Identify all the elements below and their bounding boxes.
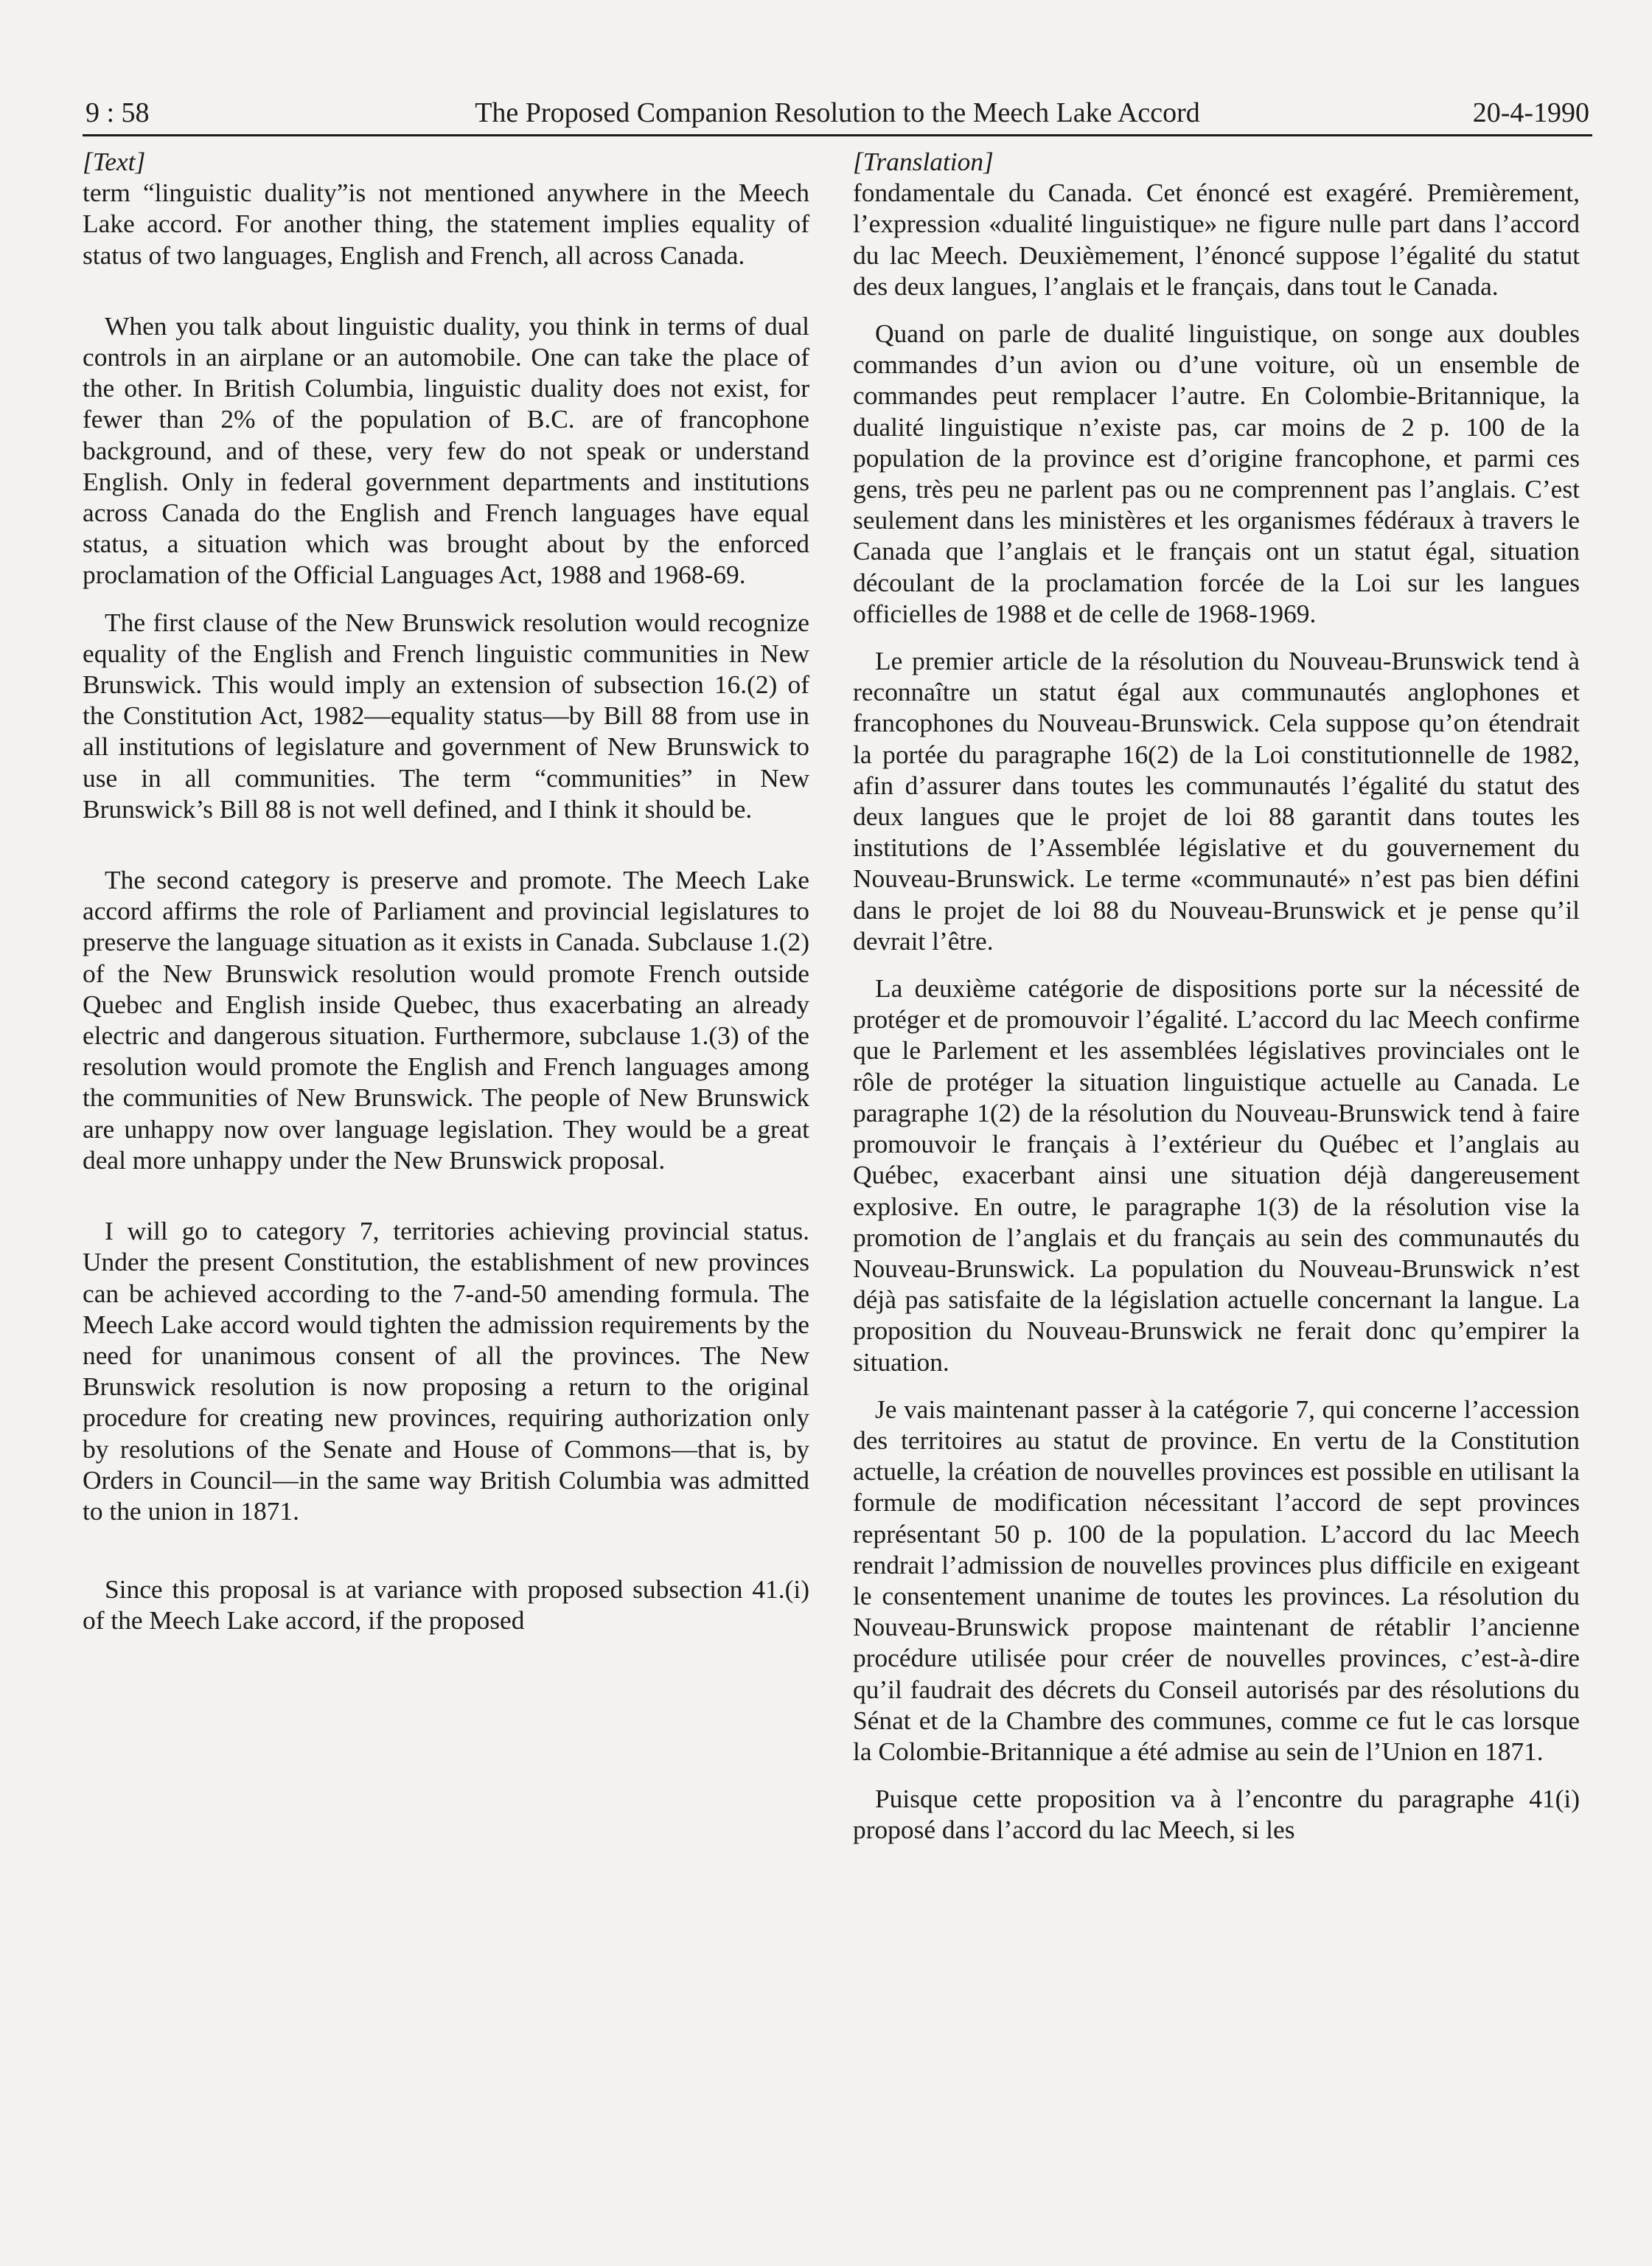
page-date: 20-4-1990 [1472,97,1589,128]
paragraph: The second category is preserve and promote. The Meech Lake accord affirms the role of Parliament and provincial legislatures to preserve the language situation as it exists in Canada. Subclause 1.(2) of the New Brunswick resolution would promote French outside Quebec and English inside Quebec, thus exacerbating an already electric and dangerous situation. Furthermore, subclause 1.(3) of the resolution would promote the English and French languages among the communities of New Brunswick. The people of New Brunswick are unhappy now over language legislation. They would be a great deal more unhappy under the New Brunswick proposal. [83,865,809,1175]
column-label: [Translation] [853,147,994,176]
paragraph: Quand on parle de dualité linguistique, on songe aux doubles commandes d’un avion ou d’une voiture, où un ensemble de commandes peut remplacer l’autre. En Colombie-Britannique, la dualité linguistique n’existe pas, car moins de 2 p. 100 de la population de la province est d’origine francophone, et parmi ces gens, très peu ne parlent pas ou ne comprennent pas l’anglais. C’est seulement dans les ministères et les organismes fédéraux à travers le Canada que l’anglais et le français ont un statut égal, situation découlant de la proclamation forcée de la Loi sur les langues officielles de 1988 et de celle de 1968-1969. [853,319,1580,628]
paragraph: Le premier article de la résolution du Nouveau-Brunswick tend à reconnaître un statut égal aux communautés anglophones et francophones du Nouveau-Brunswick. Cela suppose qu’on étendrait la portée du paragraphe 16(2) de la Loi constitutionnelle de 1982, afin d’assurer dans toutes les communautés l’égalité du statut des deux langues que le projet de loi 88 garantit dans toutes les institutions de l’Assemblée législative et du gouvernement du Nouveau-Brunswick. Le terme «communauté» n’est pas bien défini dans le projet de loi 88 du Nouveau-Brunswick et je pense qu’il devrait l’être. [853,646,1580,956]
paragraph: I will go to category 7, territories achieving provincial status. Under the present Constitution, the establishment of new provinces can be achieved according to the 7-and-50 amending formula. The Meech Lake accord would tighten the admission requirements by the need for unanimous consent of all the provinces. The New Brunswick resolution is now proposing a return to the original procedure for creating new provinces, requiring authorization only by resolutions of the Senate and House of Commons—that is, by Orders in Council—in the same way British Columbia was admitted to the union in 1871. [83,1216,809,1526]
paragraph: La deuxième catégorie de dispositions porte sur la nécessité de protéger et de promouvoir l’égalité. L’accord du lac Meech confirme que le Parlement et les assemblées législatives provinciales ont le rôle de protéger la situation linguistique actuelle au Canada. Le paragraphe 1(2) de la résolution du Nouveau-Brunswick tend à faire promouvoir le français à l’extérieur du Québec et l’anglais au Québec, exacerbant ainsi une situation déjà dangereusement explosive. En outre, le paragraphe 1(3) de la résolution vise la promotion de l’anglais et du français au sein des communautés du Nouveau-Brunswick. La population du Nouveau-Brunswick n’est déjà pas satisfaite de la législation actuelle concernant la langue. La proposition du Nouveau-Brunswick ne ferait donc qu’empirer la situation. [853,973,1580,1377]
paragraph: Since this proposal is at variance with proposed subsection 41.(i) of the Meech Lake accord, if the proposed [83,1574,809,1636]
column-label: [Text] [83,147,146,176]
paragraph: When you talk about linguistic duality, you think in terms of dual controls in an airplane or an automobile. One can take the place of the other. In British Columbia, linguistic duality does not exist, for fewer than 2% of the population of B.C. are of francophone background, and of these, very few do not speak or understand English. Only in federal government departments and institutions across Canada do the English and French languages have equal status, a situation which was brought about by the enforced proclamation of the Official Languages Act, 1988 and 1968-69. [83,310,809,590]
paragraph: Je vais maintenant passer à la catégorie 7, qui concerne l’accession des territoires au statut de province. En vertu de la Constitution actuelle, la création de nouvelles provinces est possible en utilisant la formule de modification nécessitant l’accord de sept provinces représentant 50 p. 100 de la population. L’accord du lac Meech rendrait l’admission de nouvelles provinces plus difficile en exigeant le consentement unanime de toutes les provinces. La résolution du Nouveau-Brunswick propose maintenant de rétablir l’ancienne procédure utilisée pour créer de nouvelles provinces, c’est-à-dire qu’il faudrait des décrets du Conseil autorisés par des résolutions du Sénat et de la Chambre des communes, comme ce fut le cas lorsque la Colombie-Britannique a été admise au sein de l’Union en 1871. [853,1394,1580,1766]
text-column-french [853,146,1580,1846]
paragraph: Puisque cette proposition va à l’encontre du paragraphe 41(i) proposé dans l’accord du lac Meech, si les [853,1784,1580,1845]
paragraph: term “linguistic duality”is not mentioned anywhere in the Meech Lake accord. For another thing, the statement implies equality of status of two languages, English and French, all across Canada. [83,178,809,270]
page-title: The Proposed Companion Resolution to the Meech Lake Accord [475,97,1200,128]
paragraph: fondamentale du Canada. Cet énoncé est exagéré. Premièrement, l’expression «dualité linguistique» ne figure nulle part dans l’accord du lac Meech. Deuxièmement, l’énoncé suppose l’égalité du statut des deux langues, l’anglais et le français, dans tout le Canada. [853,178,1580,301]
text-column-english [83,146,809,1636]
page-header [83,93,1592,136]
paragraph: The first clause of the New Brunswick resolution would recognize equality of the English and French linguistic communities in New Brunswick. This would imply an extension of subsection 16.(2) of the Constitution Act, 1982—equality status—by Bill 88 from use in all institutions of legislature and government of New Brunswick to use in all communities. The term “communities” in New Brunswick’s Bill 88 is not well defined, and I think it should be. [83,607,809,824]
page-number: 9 : 58 [86,97,150,128]
